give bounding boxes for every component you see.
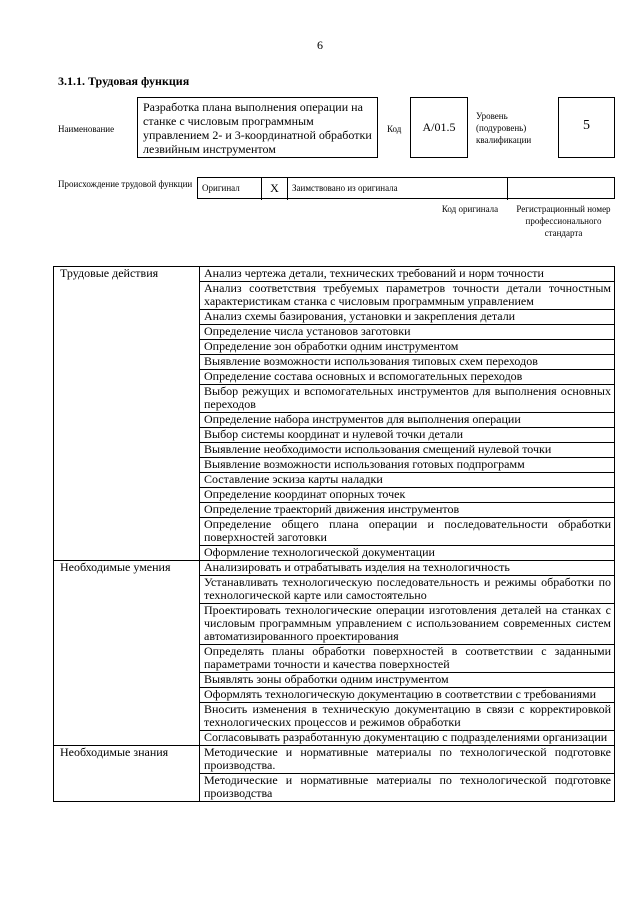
table-row xyxy=(54,267,615,282)
table-cell: Определение общего плана операции и последовательности обработки поверхностей заготовки xyxy=(200,518,615,546)
table-cell: Методические и нормативные материалы по технологической подготовке производства. xyxy=(200,746,615,774)
original-cell xyxy=(198,178,262,200)
table-cell: Методические и нормативные материалы по технологической подготовке производства xyxy=(200,774,615,802)
table-cell: Анализ соответствия требуемых параметров точности детали точностным характеристикам станка с числовым программным управлением xyxy=(200,282,615,310)
origin-row xyxy=(197,177,615,199)
page-number: 6 xyxy=(317,38,323,52)
table-cell: Определение числа установов заготовки xyxy=(200,325,615,340)
table-body xyxy=(54,267,615,802)
section-heading: Трудовые действия xyxy=(54,267,200,561)
table-cell: Составление эскиза карты наладки xyxy=(200,473,615,488)
origin-label: Происхождение трудовой функции xyxy=(58,179,193,189)
name-label: Наименование xyxy=(58,124,115,134)
borrowed-label: Заимствовано из оригинала xyxy=(288,178,508,200)
function-name-box: Разработка плана выполнения операции на станке с числовым программным управлением 2- и 3-координатной обработки лезвийным инструментом xyxy=(137,97,378,158)
table-cell: Вносить изменения в техническую документацию в связи с корректировкой технологических процессов и режимов обработки xyxy=(200,703,615,731)
table-cell: Выбор системы координат и нулевой точки детали xyxy=(200,428,615,443)
original-label: Оригинал xyxy=(202,183,240,193)
table-cell: Выбор режущих и вспомогательных инструментов для выполнения основных переходов xyxy=(200,385,615,413)
labor-function-table xyxy=(53,266,615,802)
table-cell: Определение зон обработки одним инструментом xyxy=(200,340,615,355)
table-cell: Определение набора инструментов для выполнения операции xyxy=(200,413,615,428)
table-row xyxy=(54,746,615,774)
qualification-level-label: Уровень (подуровень) квалификации xyxy=(476,111,532,145)
table-row xyxy=(54,561,615,576)
code-value-box: A/01.5 xyxy=(410,97,468,158)
table-cell: Выявление возможности использования типовых схем переходов xyxy=(200,355,615,370)
table-cell: Выявление необходимости использования смещений нулевой точки xyxy=(200,443,615,458)
table-cell: Выявлять зоны обработки одним инструментом xyxy=(200,673,615,688)
code-label: Код xyxy=(387,124,402,134)
table-cell: Анализ схемы базирования, установки и закрепления детали xyxy=(200,310,615,325)
table-cell: Оформление технологической документации xyxy=(200,546,615,561)
table-cell: Проектировать технологические операции изготовления деталей на станках с числовым программным управлением с использованием современных систем автоматизированного проектирования xyxy=(200,604,615,645)
registration-number-caption: Регистрационный номер профессионального стандарта xyxy=(516,204,611,238)
table-cell: Выявление возможности использования готовых подпрограмм xyxy=(200,458,615,473)
table-cell: Анализировать и отрабатывать изделия на технологичность xyxy=(200,561,615,576)
table-cell: Устанавливать технологическую последовательность и режимы обработки по технологической карте или самостоятельно xyxy=(200,576,615,604)
qualification-level-box: 5 xyxy=(558,97,615,158)
section-heading: Необходимые умения xyxy=(54,561,200,746)
table-cell: Определение координат опорных точек xyxy=(200,488,615,503)
table-cell: Определение траекторий движения инструментов xyxy=(200,503,615,518)
registration-cell xyxy=(508,178,616,200)
table-cell: Согласовывать разработанную документацию с подразделениями организации xyxy=(200,731,615,746)
code-original-caption: Код оригинала xyxy=(441,204,499,214)
table-cell: Определять планы обработки поверхностей в соответствии с заданными параметрами точности и качества поверхностей xyxy=(200,645,615,673)
section-title: 3.1.1. Трудовая функция xyxy=(58,74,190,88)
section-heading: Необходимые знания xyxy=(54,746,200,802)
table-cell: Определение состава основных и вспомогательных переходов xyxy=(200,370,615,385)
table-cell: Оформлять технологическую документацию в соответствии с требованиями xyxy=(200,688,615,703)
table-cell: Анализ чертежа детали, технических требований и норм точности xyxy=(200,267,615,282)
original-mark: X xyxy=(262,178,288,200)
